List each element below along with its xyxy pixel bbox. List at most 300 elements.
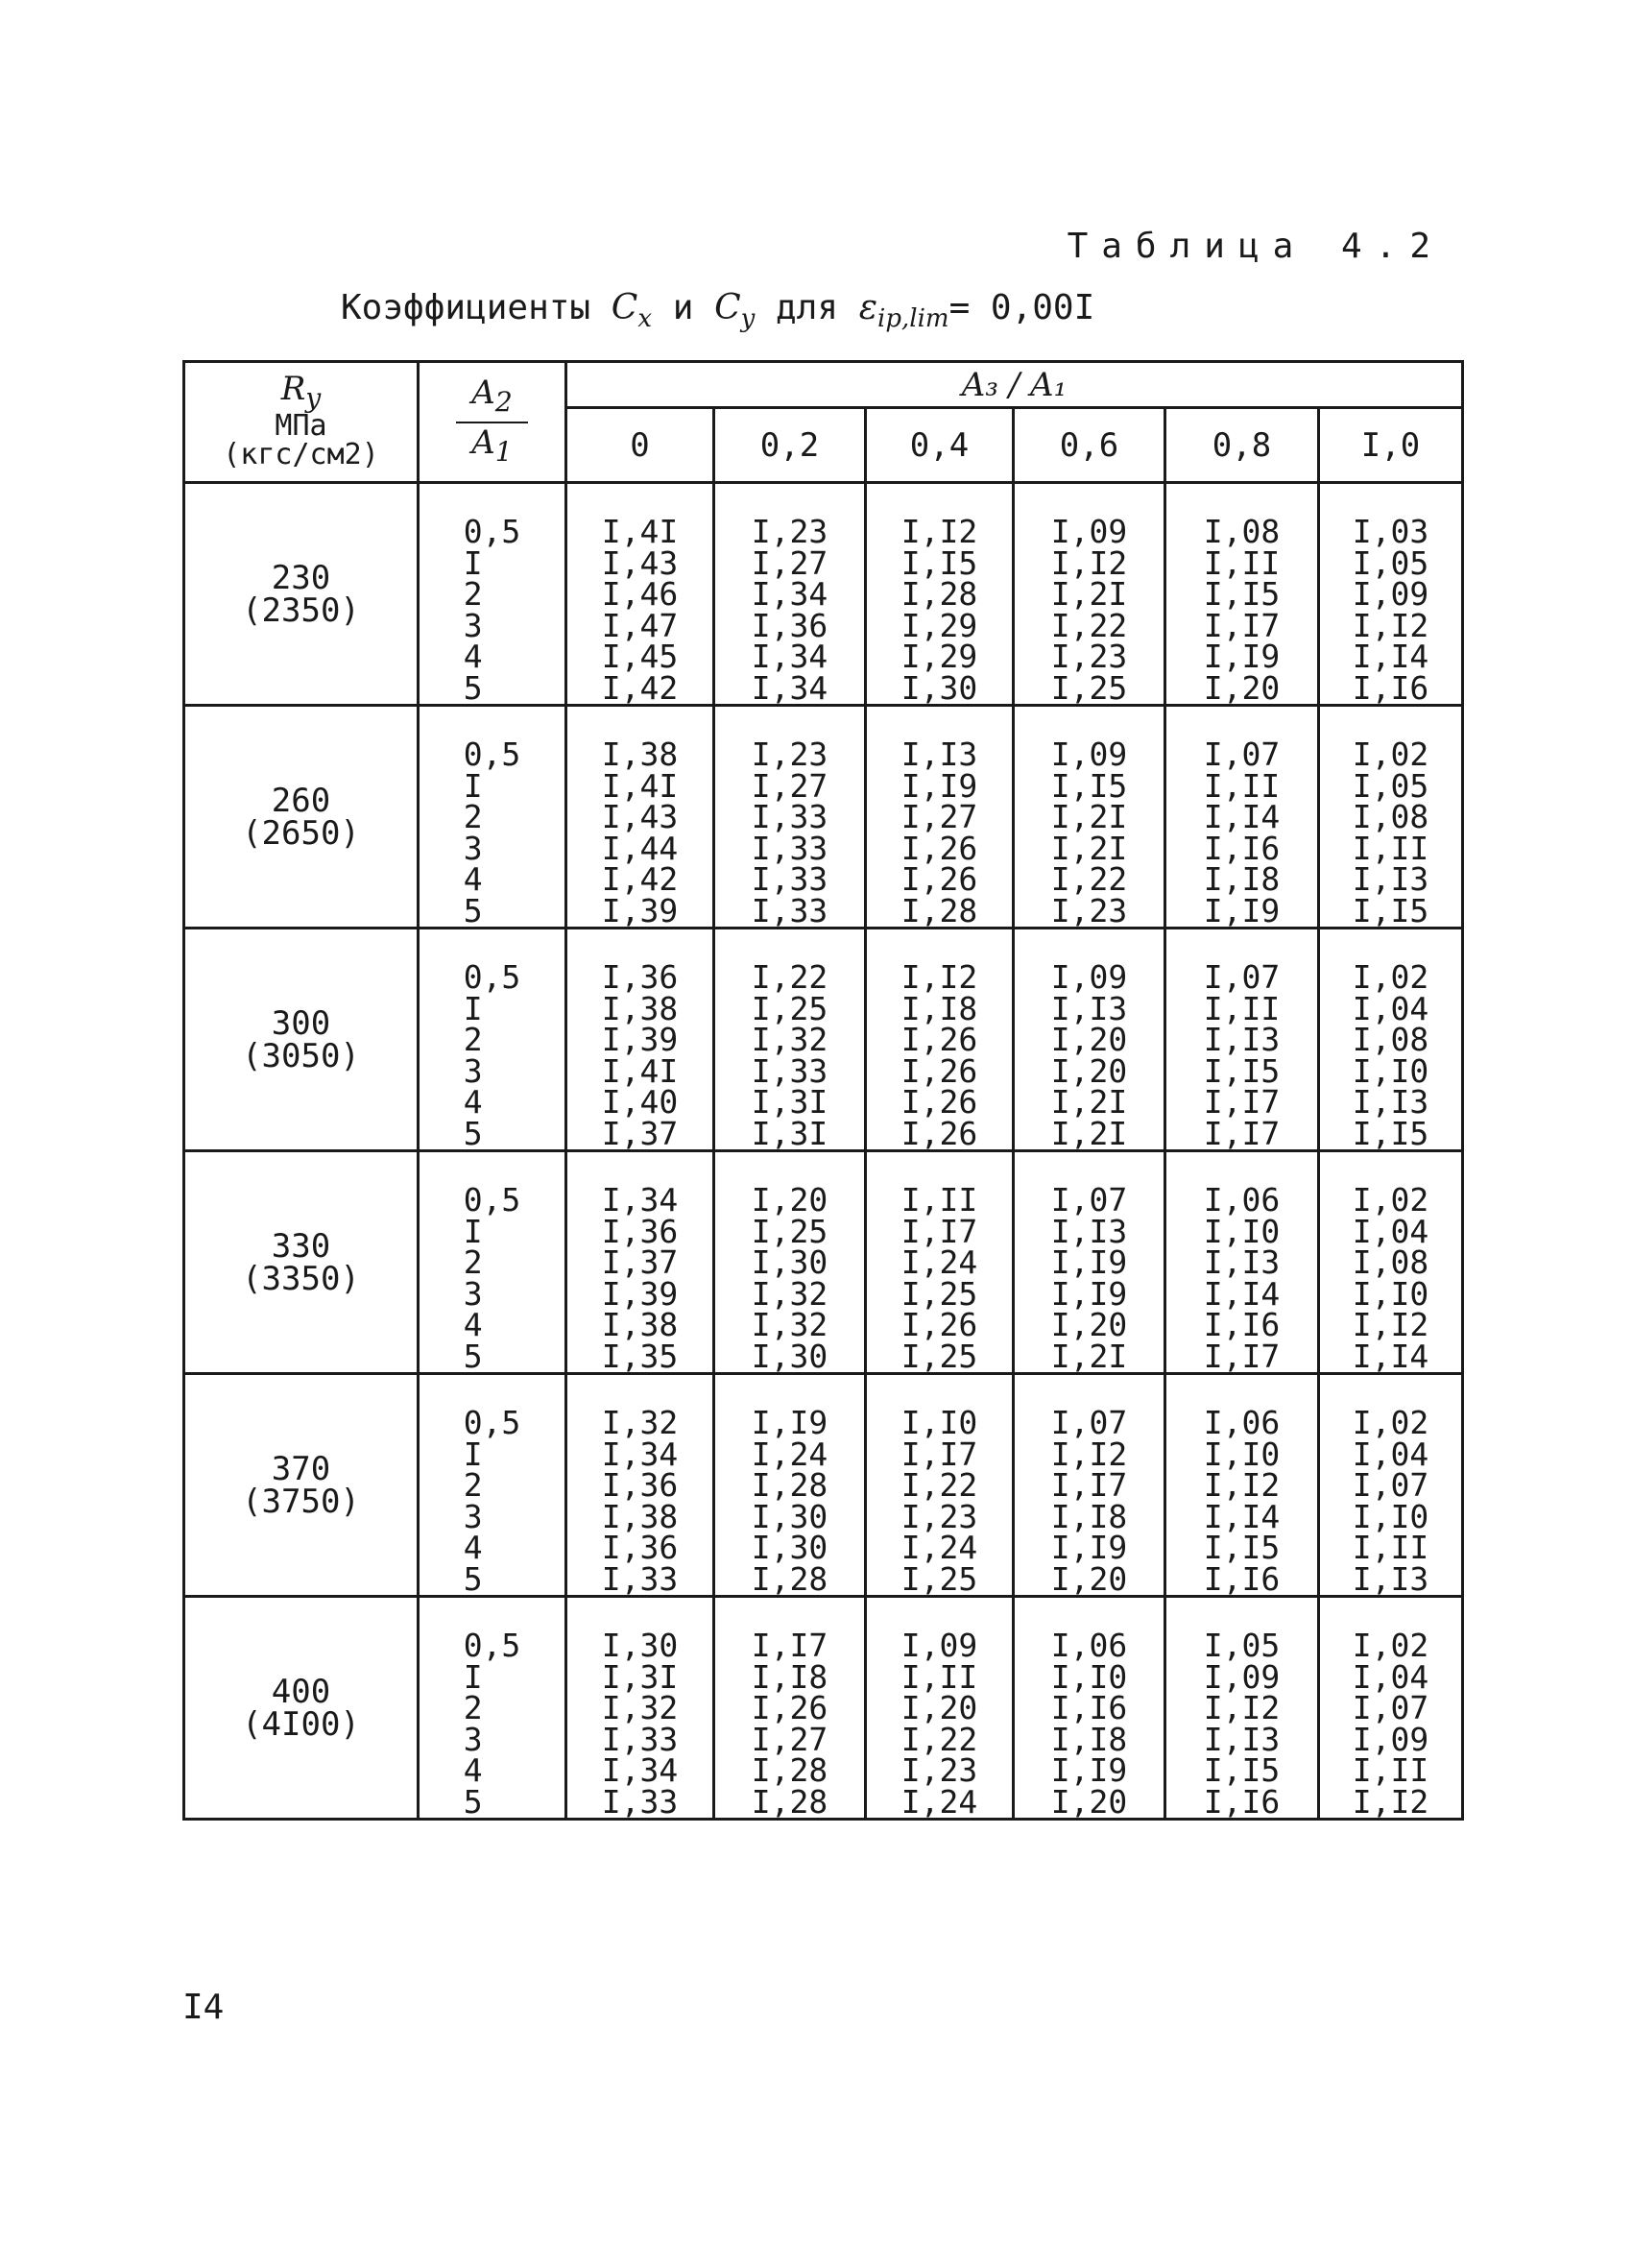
coefficient-value: I,07 — [1352, 1689, 1429, 1726]
coefficient-value: I,34 — [751, 575, 828, 613]
coefficient-value: I,3I — [601, 1657, 679, 1696]
coefficient-cell — [1319, 1151, 1463, 1374]
coefficient-value: I,I3 — [1050, 989, 1128, 1027]
coefficient-stack — [751, 1181, 828, 1375]
ratio-value: 0,5 — [463, 513, 521, 550]
ratio-value: 0,5 — [463, 958, 521, 996]
coefficient-value: I,25 — [751, 1212, 828, 1250]
coefficient-value: I,25 — [900, 1337, 978, 1375]
ratio-value: I — [463, 989, 483, 1027]
coefficient-value: I,26 — [900, 1051, 978, 1090]
coefficient-value: I,I4 — [1203, 798, 1281, 835]
ry-mpa: 330 — [271, 1226, 331, 1266]
coefficient-value: I,02 — [1352, 958, 1429, 996]
coefficient-stack — [1203, 1404, 1281, 1598]
ratio-num-sub: 2 — [494, 385, 513, 418]
coefficient-cell — [1014, 1374, 1165, 1597]
coefficient-value: I,26 — [751, 1689, 828, 1726]
coefficient-value: I,30 — [751, 1243, 828, 1281]
coefficient-value: I,2I — [1050, 829, 1128, 867]
coefficient-value: I,37 — [601, 1114, 679, 1152]
coefficient-value: I,20 — [751, 1181, 828, 1218]
table-row — [184, 1374, 1463, 1597]
ry-value-cell — [184, 1151, 419, 1374]
coefficient-stack — [1050, 513, 1128, 707]
coefficient-value: I,30 — [751, 1337, 828, 1375]
ratio-stack — [463, 736, 521, 929]
ratio-value: 2 — [463, 1021, 483, 1058]
ry-kgs: (3050) — [242, 1036, 360, 1075]
coefficient-value: I,23 — [1050, 638, 1128, 675]
coefficient-value: I,25 — [900, 1274, 978, 1313]
coefficient-cell — [1014, 706, 1165, 929]
coefficient-value: I,II — [1203, 989, 1281, 1027]
coefficient-value: I,I3 — [1352, 860, 1429, 898]
coefficient-value: I,20 — [1050, 1782, 1128, 1821]
coefficient-value: I,20 — [1203, 668, 1281, 707]
coefficient-value: I,I6 — [1203, 829, 1281, 867]
ratio-value: 2 — [463, 1689, 483, 1726]
coefficient-value: I,23 — [751, 736, 828, 773]
coefficient-value: I,I5 — [1203, 1051, 1281, 1090]
coefficient-value: I,38 — [601, 989, 679, 1027]
coefficient-value: I,09 — [1352, 1720, 1429, 1758]
coefficient-value: I,I7 — [1203, 1083, 1281, 1121]
coefficient-value: I,08 — [1352, 1243, 1429, 1281]
coefficient-value: I,22 — [900, 1466, 978, 1504]
coefficient-value: I,I3 — [1203, 1243, 1281, 1281]
coefficient-value: I,I2 — [1050, 1435, 1128, 1473]
coefficient-value: I,40 — [601, 1083, 679, 1121]
ratio-values-cell — [419, 483, 566, 706]
ratio-den-sub: 1 — [494, 435, 513, 468]
coefficient-value: I,I2 — [900, 958, 978, 996]
ratio-value: 0,5 — [463, 736, 521, 773]
coefficient-value: I,24 — [751, 1435, 828, 1473]
column-header: 0,4 — [866, 408, 1014, 483]
coefficient-value: I,28 — [751, 1751, 828, 1789]
coefficient-value: I,I3 — [1050, 1212, 1128, 1250]
coefficient-value: I,33 — [751, 1051, 828, 1090]
ratio-value: 5 — [463, 1337, 483, 1375]
coefficient-value: I,23 — [751, 513, 828, 550]
coefficient-value: I,4I — [601, 1051, 679, 1090]
coefficient-stack — [900, 958, 978, 1152]
coefficient-value: I,I7 — [1203, 1337, 1281, 1375]
ratio-value: I — [463, 1657, 483, 1696]
coefficient-value: I,29 — [900, 606, 978, 644]
table-row — [184, 706, 1463, 929]
coefficient-cell — [1165, 929, 1319, 1151]
coefficient-cell — [714, 483, 866, 706]
coefficient-cell — [566, 1151, 714, 1374]
coefficient-value: I,24 — [900, 1243, 978, 1281]
header-ry-symbol — [280, 369, 322, 414]
coefficient-value: I,I5 — [900, 543, 978, 582]
coefficient-value: I,26 — [900, 829, 978, 867]
coefficient-stack — [601, 1627, 679, 1821]
coefficient-value: I,I3 — [900, 736, 978, 773]
coefficient-stack — [601, 736, 679, 929]
coefficient-cell — [866, 1374, 1014, 1597]
coefficient-stack — [1352, 513, 1429, 707]
coefficient-value: I,I3 — [1352, 1083, 1429, 1121]
coefficient-value: I,I4 — [1203, 1497, 1281, 1535]
coefficient-value: I,I7 — [751, 1627, 828, 1664]
coefficient-value: I,I5 — [1050, 766, 1128, 805]
coefficient-value: I,I0 — [1050, 1657, 1128, 1696]
ratio-value: 2 — [463, 1466, 483, 1504]
coefficient-value: I,42 — [601, 860, 679, 898]
coefficient-cell — [1014, 1597, 1165, 1820]
coefficient-cell — [866, 1151, 1014, 1374]
coefficient-cell — [1165, 1597, 1319, 1820]
page-number: I4 — [182, 1988, 225, 2027]
coefficient-value: I,32 — [601, 1689, 679, 1726]
coefficient-stack — [1050, 1181, 1128, 1375]
coefficient-value: I,27 — [751, 766, 828, 805]
coefficient-value: I,I2 — [1352, 606, 1429, 644]
ratio-value: 5 — [463, 1559, 483, 1598]
ry-value-cell — [184, 706, 419, 929]
coefficient-table — [182, 360, 1464, 1821]
coefficient-cell — [714, 1151, 866, 1374]
coefficient-cell — [1319, 1597, 1463, 1820]
coefficient-stack — [1203, 513, 1281, 707]
coefficient-value: I,I5 — [1203, 575, 1281, 613]
coefficient-cell — [1014, 1151, 1165, 1374]
coefficient-value: I,2I — [1050, 1083, 1128, 1121]
coefficient-value: I,05 — [1203, 1627, 1281, 1664]
coefficient-value: I,I8 — [751, 1657, 828, 1696]
coefficient-value: I,I2 — [1352, 1782, 1429, 1821]
coefficient-value: I,20 — [1050, 1021, 1128, 1058]
coefficient-value: I,20 — [1050, 1306, 1128, 1343]
coefficient-value: I,I9 — [1050, 1529, 1128, 1566]
coefficient-value: I,I9 — [1050, 1274, 1128, 1313]
ry-mpa: 260 — [271, 781, 331, 820]
column-header: 0,6 — [1014, 408, 1165, 483]
coefficient-cell — [1014, 929, 1165, 1151]
caption-eps-sub: ip,lim — [877, 304, 949, 334]
coefficient-value: I,22 — [900, 1720, 978, 1758]
coefficient-value: I,30 — [900, 668, 978, 707]
coefficient-value: I,09 — [1203, 1657, 1281, 1696]
coefficient-cell — [1165, 1151, 1319, 1374]
coefficient-value: I,32 — [751, 1306, 828, 1343]
ratio-value: 4 — [463, 638, 483, 675]
ratio-value: 4 — [463, 1083, 483, 1121]
coefficient-value: I,34 — [601, 1751, 679, 1789]
coefficient-cell — [566, 706, 714, 929]
coefficient-cell — [714, 1597, 866, 1820]
coefficient-stack — [1352, 1181, 1429, 1375]
coefficient-value: I,I0 — [900, 1404, 978, 1441]
coefficient-value: I,04 — [1352, 1657, 1429, 1696]
coefficient-stack — [1203, 1181, 1281, 1375]
coefficient-value: I,47 — [601, 606, 679, 644]
ratio-num-text: A — [471, 373, 495, 412]
coefficient-value: I,43 — [601, 543, 679, 582]
ratio-value: I — [463, 1435, 483, 1473]
coefficient-value: I,25 — [751, 989, 828, 1027]
coefficient-value: I,32 — [751, 1274, 828, 1313]
ry-kgs: (3750) — [242, 1482, 360, 1521]
coefficient-value: I,46 — [601, 575, 679, 613]
caption-cy-symbol: C — [714, 288, 741, 327]
ry-symbol-text: R — [280, 369, 306, 408]
coefficient-stack — [601, 1181, 679, 1375]
coefficient-value: I,37 — [601, 1243, 679, 1281]
column-header: 0 — [566, 408, 714, 483]
coefficient-cell — [1165, 706, 1319, 929]
coefficient-value: I,I6 — [1203, 1306, 1281, 1343]
coefficient-value: I,I4 — [1352, 1337, 1429, 1375]
caption-epsilon — [858, 288, 949, 334]
ratio-value: 5 — [463, 1114, 483, 1152]
coefficient-value: I,32 — [601, 1404, 679, 1441]
ratio-value: 2 — [463, 575, 483, 613]
coefficient-value: I,33 — [751, 860, 828, 898]
ratio-stack — [463, 958, 521, 1152]
coefficient-value: I,26 — [900, 1021, 978, 1058]
ratio-value: 4 — [463, 860, 483, 898]
coefficient-value: I,I0 — [1352, 1051, 1429, 1090]
ratio-stack — [463, 513, 521, 707]
coefficient-value: I,23 — [900, 1751, 978, 1789]
coefficient-value: I,33 — [601, 1720, 679, 1758]
coefficient-value: I,34 — [601, 1181, 679, 1218]
coefficient-value: I,27 — [900, 798, 978, 835]
coefficient-value: I,35 — [601, 1337, 679, 1375]
caption-cx — [611, 288, 652, 334]
ratio-value: 3 — [463, 1720, 483, 1758]
coefficient-value: I,I2 — [1203, 1466, 1281, 1504]
ry-mpa: 370 — [271, 1449, 331, 1488]
coefficient-cell — [1319, 483, 1463, 706]
coefficient-value: I,39 — [601, 1021, 679, 1058]
coefficient-value: I,I5 — [1352, 1114, 1429, 1152]
coefficient-stack — [900, 736, 978, 929]
coefficient-value: I,02 — [1352, 1404, 1429, 1441]
coefficient-value: I,24 — [900, 1782, 978, 1821]
coefficient-stack — [1050, 1404, 1128, 1598]
coefficient-value: I,09 — [1050, 958, 1128, 996]
coefficient-cell — [566, 483, 714, 706]
header-ry-unit-alt: (кгс/см2) — [223, 438, 379, 472]
header-ratio-fraction — [456, 374, 528, 471]
coefficient-value: I,06 — [1203, 1181, 1281, 1218]
coefficient-value: I,I8 — [1050, 1720, 1128, 1758]
coefficient-value: I,38 — [601, 736, 679, 773]
coefficient-cell — [1165, 483, 1319, 706]
coefficient-value: I,29 — [900, 638, 978, 675]
coefficient-value: I,32 — [751, 1021, 828, 1058]
coefficient-value: I,07 — [1203, 736, 1281, 773]
ratio-value: 3 — [463, 1274, 483, 1313]
coefficient-value: I,25 — [900, 1559, 978, 1598]
coefficient-value: I,2I — [1050, 798, 1128, 835]
header-group-a3-a1: A₃ / A₁ — [566, 362, 1463, 408]
coefficient-cell — [866, 929, 1014, 1151]
coefficient-value: I,I7 — [900, 1212, 978, 1250]
caption-for: для — [776, 288, 839, 327]
coefficient-value: I,45 — [601, 638, 679, 675]
coefficient-value: I,20 — [1050, 1051, 1128, 1090]
ratio-values-cell — [419, 706, 566, 929]
coefficient-value: I,33 — [751, 829, 828, 867]
coefficient-value: I,I5 — [1203, 1529, 1281, 1566]
ry-mpa: 400 — [271, 1672, 331, 1711]
ratio-value: I — [463, 766, 483, 805]
coefficient-value: I,27 — [751, 1720, 828, 1758]
coefficient-value: I,I7 — [1203, 1114, 1281, 1152]
ratio-value: 2 — [463, 798, 483, 835]
coefficient-value: I,43 — [601, 798, 679, 835]
ry-symbol-sub: y — [305, 381, 322, 414]
table-row — [184, 483, 1463, 706]
coefficient-value: I,28 — [751, 1559, 828, 1598]
ratio-denominator — [456, 423, 528, 471]
coefficient-value: I,I9 — [1203, 891, 1281, 929]
coefficient-value: I,36 — [601, 1529, 679, 1566]
header-ratio-cell — [419, 362, 566, 483]
column-header: 0,8 — [1165, 408, 1319, 483]
ratio-value: 2 — [463, 1243, 483, 1281]
ratio-value: 5 — [463, 891, 483, 929]
coefficient-value: I,I9 — [900, 766, 978, 805]
coefficient-stack — [1352, 736, 1429, 929]
coefficient-value: I,09 — [900, 1627, 978, 1664]
coefficient-value: I,I9 — [1050, 1243, 1128, 1281]
coefficient-value: I,I6 — [1203, 1782, 1281, 1821]
coefficient-value: I,08 — [1203, 513, 1281, 550]
coefficient-value: I,09 — [1050, 736, 1128, 773]
coefficient-value: I,I0 — [1203, 1435, 1281, 1473]
coefficient-cell — [566, 929, 714, 1151]
ratio-value: 3 — [463, 1051, 483, 1090]
coefficient-value: I,05 — [1352, 543, 1429, 582]
coefficient-value: I,2I — [1050, 1114, 1128, 1152]
coefficient-cell — [1319, 1374, 1463, 1597]
table-row — [184, 1597, 1463, 1820]
ry-value-cell — [184, 1597, 419, 1820]
ry-value-cell — [184, 929, 419, 1151]
ratio-value: 0,5 — [463, 1404, 521, 1441]
coefficient-value: I,I6 — [1352, 668, 1429, 707]
coefficient-value: I,23 — [900, 1497, 978, 1535]
ratio-numerator — [456, 374, 528, 423]
coefficient-value: I,02 — [1352, 736, 1429, 773]
coefficient-value: I,42 — [601, 668, 679, 707]
ratio-values-cell — [419, 1597, 566, 1820]
ry-mpa: 230 — [271, 558, 331, 597]
coefficient-value: I,I4 — [1352, 638, 1429, 675]
caption-cy-sub: y — [740, 304, 756, 334]
coefficient-stack — [751, 736, 828, 929]
coefficient-value: I,28 — [900, 575, 978, 613]
ry-mpa: 300 — [271, 1003, 331, 1043]
coefficient-value: I,I9 — [751, 1404, 828, 1441]
coefficient-value: I,27 — [751, 543, 828, 582]
coefficient-stack — [1050, 736, 1128, 929]
coefficient-stack — [751, 1404, 828, 1598]
coefficient-stack — [900, 1181, 978, 1375]
coefficient-value: I,I8 — [1050, 1497, 1128, 1535]
coefficient-value: I,I8 — [1203, 860, 1281, 898]
coefficient-cell — [566, 1374, 714, 1597]
coefficient-stack — [1203, 1627, 1281, 1821]
coefficient-stack — [1050, 958, 1128, 1152]
coefficient-value: I,22 — [1050, 860, 1128, 898]
coefficient-value: I,4I — [601, 766, 679, 805]
coefficient-value: I,22 — [751, 958, 828, 996]
coefficient-value: I,I0 — [1352, 1274, 1429, 1313]
caption-prefix: Коэффициенты — [341, 288, 591, 327]
coefficient-cell — [1014, 483, 1165, 706]
coefficient-stack — [1050, 1627, 1128, 1821]
coefficient-stack — [601, 958, 679, 1152]
table-row — [184, 1151, 1463, 1374]
coefficient-value: I,II — [900, 1181, 978, 1218]
coefficient-value: I,09 — [1352, 575, 1429, 613]
ry-kgs: (2650) — [242, 813, 360, 853]
ratio-value: 3 — [463, 606, 483, 644]
ratio-value: 4 — [463, 1751, 483, 1789]
coefficient-value: I,20 — [900, 1689, 978, 1726]
coefficient-value: I,30 — [601, 1627, 679, 1664]
ratio-values-cell — [419, 929, 566, 1151]
header-ry-cell — [184, 362, 419, 483]
coefficient-value: I,34 — [751, 668, 828, 707]
caption-cx-symbol: C — [611, 288, 638, 327]
coefficient-stack — [601, 513, 679, 707]
coefficient-value: I,39 — [601, 1274, 679, 1313]
coefficient-value: I,I7 — [900, 1435, 978, 1473]
ratio-value: 0,5 — [463, 1181, 521, 1218]
coefficient-value: I,08 — [1352, 798, 1429, 835]
coefficient-value: I,I7 — [1050, 1466, 1128, 1504]
coefficient-value: I,I8 — [900, 989, 978, 1027]
coefficient-value: I,I5 — [1352, 891, 1429, 929]
coefficient-value: I,30 — [751, 1529, 828, 1566]
coefficient-value: I,I2 — [1203, 1689, 1281, 1726]
ratio-value: 3 — [463, 1497, 483, 1535]
coefficient-stack — [900, 1404, 978, 1598]
coefficient-stack — [601, 1404, 679, 1598]
coefficient-value: I,II — [1352, 1751, 1429, 1789]
coefficient-value: I,I3 — [1352, 1559, 1429, 1598]
coefficient-value: I,36 — [601, 958, 679, 996]
coefficient-value: I,26 — [900, 1114, 978, 1152]
coefficient-value: I,I6 — [1050, 1689, 1128, 1726]
caption-eps-symbol: ε — [858, 288, 878, 327]
ry-kgs: (3350) — [242, 1259, 360, 1298]
coefficient-stack — [1352, 1404, 1429, 1598]
coefficient-cell — [714, 1374, 866, 1597]
coefficient-stack — [1352, 1627, 1429, 1821]
coefficient-value: I,23 — [1050, 891, 1128, 929]
coefficient-value: I,02 — [1352, 1181, 1429, 1218]
coefficient-value: I,05 — [1352, 766, 1429, 805]
coefficient-value: I,06 — [1203, 1404, 1281, 1441]
coefficient-value: I,I9 — [1203, 638, 1281, 675]
ratio-value: 3 — [463, 829, 483, 867]
coefficient-value: I,I7 — [1203, 606, 1281, 644]
table-caption — [341, 288, 1094, 333]
coefficient-value: I,28 — [751, 1466, 828, 1504]
coefficient-value: I,09 — [1050, 513, 1128, 550]
